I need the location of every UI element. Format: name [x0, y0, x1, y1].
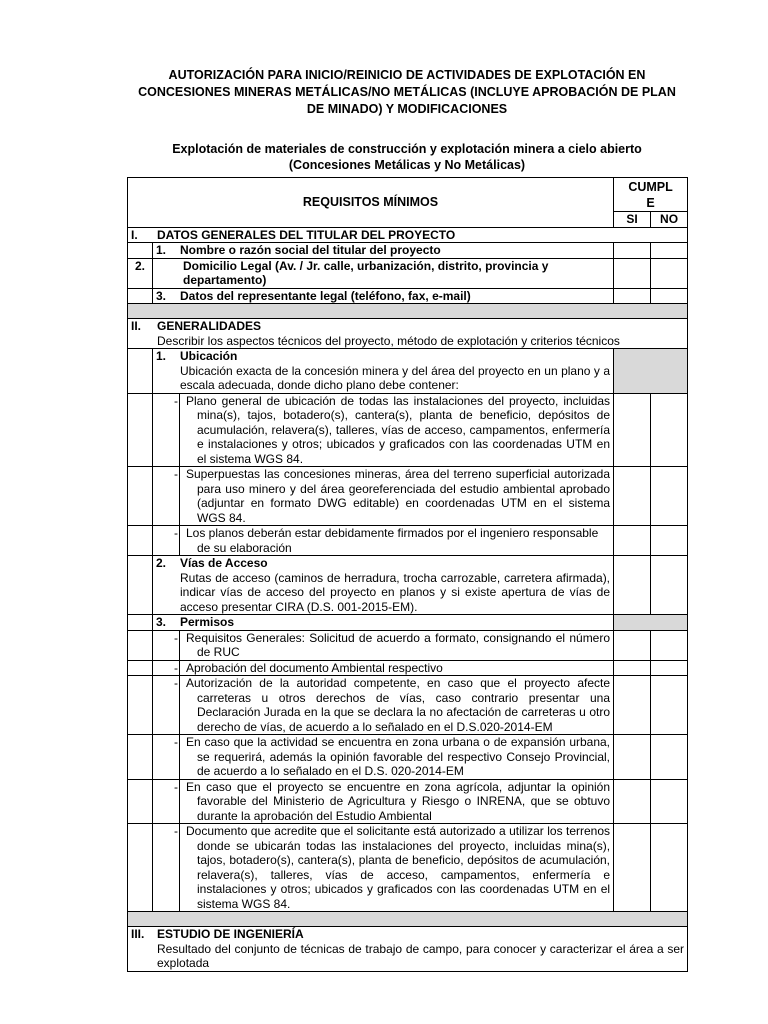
check-no[interactable] — [651, 824, 688, 912]
item-text: 3. Datos del representante legal (teléfono, fax, e-mail) — [153, 288, 614, 304]
check-si[interactable] — [614, 258, 651, 288]
check-no[interactable] — [651, 735, 688, 780]
header-no: NO — [651, 212, 688, 228]
check-si[interactable] — [614, 735, 651, 780]
bullet-dash: - — [153, 676, 180, 735]
check-si[interactable] — [614, 288, 651, 304]
check-si[interactable] — [614, 676, 651, 735]
header-cumple: CUMPL E — [614, 178, 688, 212]
header-si: SI — [614, 212, 651, 228]
ubicacion-desc: Ubicación exacta de la concesión minera y del área del proyecto en un plano y a escala adecuada, donde dicho plano debe contener: — [180, 363, 611, 392]
section-ii-heading: II. GENERALIDADES Describir los aspectos técnicos del proyecto, método de explotación y criterios técnicos — [128, 319, 688, 349]
table-row — [128, 660, 688, 676]
table-row — [128, 735, 688, 780]
check-si[interactable] — [614, 393, 651, 467]
item-text: 2. Domicilio Legal (Av. / Jr. calle, urbanización, distrito, provincia y departamento) — [153, 258, 614, 288]
bullet-text: En caso que la actividad se encuentra en zona urbana o de expansión urbana, se requerirá, además la opinión favorable del respectivo Consejo Provincial, de acuerdo a lo señalado en el D.S. 020-2014-EM — [180, 735, 614, 780]
vias-desc: Rutas de acceso (caminos de herradura, trocha carrozable, carretera afirmada), indicar vías de acceso del proyecto en planos y si existe apertura de vías de acceso presentar CIRA (D.S. 001-2015-EM). — [180, 570, 611, 614]
table-row — [128, 556, 688, 615]
table-row — [128, 288, 688, 304]
bullet-dash: - — [153, 779, 180, 824]
table-row — [128, 615, 688, 631]
bullet-dash: - — [153, 393, 180, 467]
table-row — [128, 630, 688, 660]
check-no[interactable] — [651, 630, 688, 660]
requirements-table — [127, 177, 688, 972]
subtitle-line-1: Explotación de materiales de construcción y explotación minera a cielo abierto — [172, 142, 642, 156]
bullet-text: Superpuestas las concesiones mineras, área del terreno superficial autorizada para uso minero y del área georeferenciada del estudio ambiental aprobado (adjuntar en formato DWG editable) en coordenadas UTM en el sistema WGS 84. — [180, 467, 614, 526]
bullet-text: Aprobación del documento Ambiental respectivo — [180, 660, 614, 676]
check-si[interactable] — [614, 779, 651, 824]
bullet-dash: - — [153, 735, 180, 780]
bullet-text: Documento que acredite que el solicitante está autorizado a utilizar los terrenos donde se ubicarán todas las instalaciones del proyecto, incluidas mina(s), tajos, botadero(s), cantera(s), planta de beneficio, depósitos de acumulación, relavera(s), talleres, vías de acceso, campamentos, enfermería e instalaciones y otros; ubicados y graficados con las coordenadas UTM en el sistema WGS 84. — [180, 824, 614, 912]
table-row — [128, 467, 688, 526]
section-i-heading: I. DATOS GENERALES DEL TITULAR DEL PROYECTO — [128, 227, 688, 243]
table-row — [128, 676, 688, 735]
bullet-text: Los planos deberán estar debidamente firmados por el ingeniero responsable de su elaboración — [180, 526, 614, 556]
table-row — [128, 824, 688, 912]
check-no[interactable] — [651, 556, 688, 615]
check-si[interactable] — [614, 467, 651, 526]
table-header-row — [128, 178, 688, 212]
check-no[interactable] — [651, 676, 688, 735]
subtitle-line-2: (Concesiones Metálicas y No Metálicas) — [288, 158, 526, 172]
check-si[interactable] — [614, 824, 651, 912]
check-no[interactable] — [651, 288, 688, 304]
ubicacion-block: 1. Ubicación Ubicación exacta de la concesión minera y del área del proyecto en un plano y a escala adecuada, donde dicho plano debe contener: — [153, 349, 614, 394]
check-si[interactable] — [614, 556, 651, 615]
item-text: 1. Nombre o razón social del titular del proyecto — [153, 243, 614, 259]
check-no[interactable] — [651, 660, 688, 676]
table-row — [128, 258, 688, 288]
bullet-dash: - — [153, 824, 180, 912]
check-no[interactable] — [651, 467, 688, 526]
bullet-dash: - — [153, 660, 180, 676]
table-row — [128, 243, 688, 259]
check-no[interactable] — [651, 243, 688, 259]
bullet-text: Requisitos Generales: Solicitud de acuerdo a formato, consignando el número de RUC — [180, 630, 614, 660]
spacer-row — [128, 912, 688, 927]
bullet-text: Plano general de ubicación de todas las instalaciones del proyecto, incluidas mina(s), tajos, botadero(s), cantera(s), planta de beneficio, depósitos de acumulación, relavera(s), talleres, vías de acceso, campamentos, enfermería e instalaciones y otros; ubicados y graficados con las coordenadas UTM en el sistema WGS 84. — [180, 393, 614, 467]
header-requisitos: REQUISITOS MÍNIMOS — [128, 178, 614, 228]
check-no[interactable] — [651, 779, 688, 824]
bullet-dash: - — [153, 630, 180, 660]
table-row — [128, 779, 688, 824]
bullet-text: En caso que el proyecto se encuentre en zona agrícola, adjuntar la opinión favorable del Ministerio de Agricultura y Riesgo o INRENA, que se obtuvo durante la aprobación del Estudio Ambiental — [180, 779, 614, 824]
section-row — [128, 319, 688, 349]
table-row — [128, 526, 688, 556]
table-row — [128, 393, 688, 467]
bullet-dash: - — [153, 526, 180, 556]
check-si[interactable] — [614, 526, 651, 556]
check-si[interactable] — [614, 243, 651, 259]
permisos-heading: 3. Permisos — [153, 615, 614, 631]
section-iii-desc: Resultado del conjunto de técnicas de trabajo de campo, para conocer y caracterizar el área a ser explotada — [157, 941, 685, 970]
check-no[interactable] — [651, 393, 688, 467]
document-subtitle — [128, 141, 686, 173]
section-ii-desc: Describir los aspectos técnicos del proyecto, método de explotación y criterios técnicos — [157, 333, 620, 348]
check-si[interactable] — [614, 660, 651, 676]
check-no[interactable] — [651, 258, 688, 288]
section-row — [128, 227, 688, 243]
vias-block: 2. Vías de Acceso Rutas de acceso (caminos de herradura, trocha carrozable, carretera afirmada), indicar vías de acceso del proyecto en planos y si existe apertura de vías de acceso presentar CIRA (D.S. 001-2015-EM). — [153, 556, 614, 615]
check-no[interactable] — [651, 526, 688, 556]
bullet-text: Autorización de la autoridad competente, en caso que el proyecto afecte carreteras u otros derechos de vías, caso contrario presentar una Declaración Jurada en la que se declara la no afectación de carreteras u otro derecho de vías, de acuerdo a lo señalado en el D.S.020-2014-EM — [180, 676, 614, 735]
bullet-dash: - — [153, 467, 180, 526]
check-si[interactable] — [614, 630, 651, 660]
spacer-row — [128, 304, 688, 319]
table-row — [128, 349, 688, 394]
document-title: AUTORIZACIÓN PARA INICIO/REINICIO DE ACTIVIDADES DE EXPLOTACIÓN EN CONCESIONES MINERAS METÁLICAS/NO METÁLICAS (INCLUYE APROBACIÓN DE PLAN DE MINADO) Y MODIFICACIONES — [138, 68, 676, 116]
section-iii-heading: III. ESTUDIO DE INGENIERÍA Resultado del conjunto de técnicas de trabajo de campo, para conocer y caracterizar el área a ser explotada — [128, 927, 688, 972]
section-row — [128, 927, 688, 972]
